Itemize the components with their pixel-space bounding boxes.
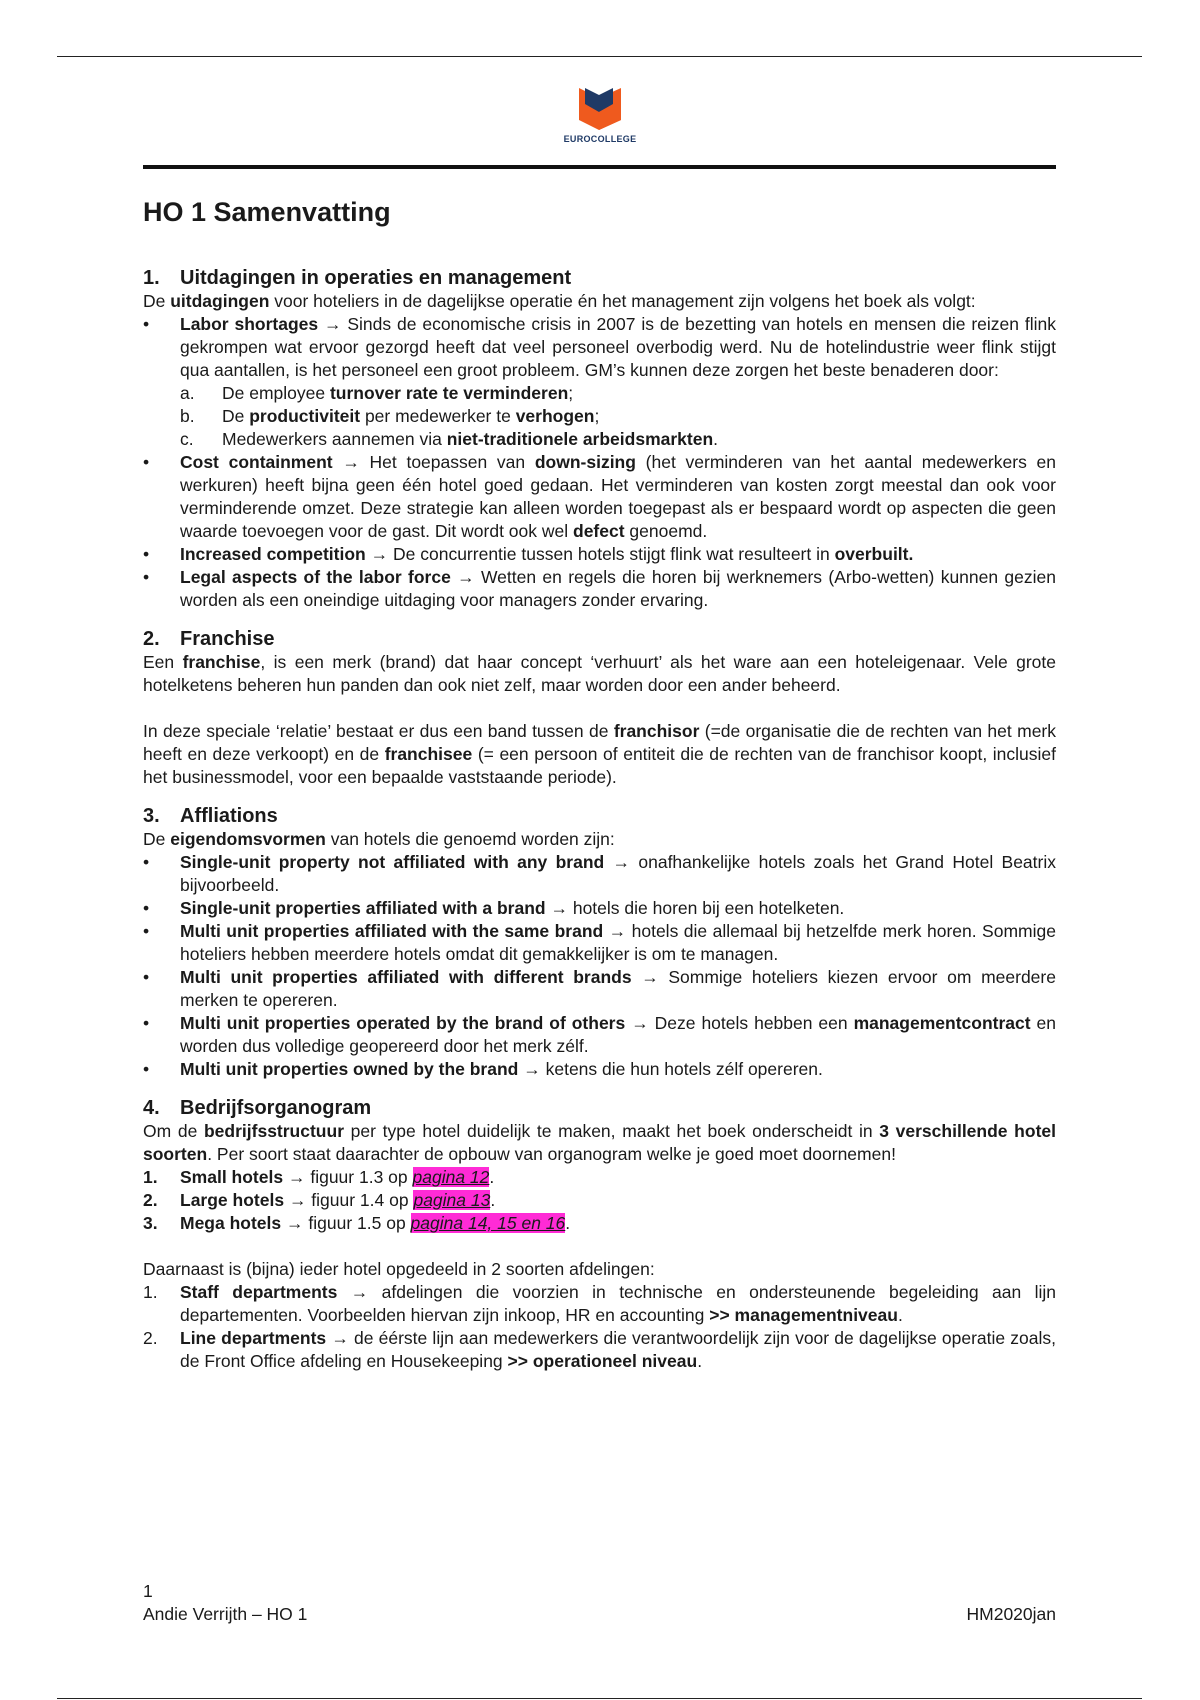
department-list	[143, 1281, 1056, 1373]
list-item: 1. Staff departments → afdelingen die voorzien in technische en ondersteunende begeleiding aan lijn departementen. Voorbeelden hiervan zijn inkoop, HR en accounting >> managementniveau.	[143, 1282, 1056, 1325]
section-1	[143, 266, 1056, 612]
list-item: • Multi unit properties owned by the brand → ketens die hun hotels zélf opereren.	[143, 1058, 1056, 1081]
sublist-item: c. Medewerkers aannemen via niet-traditionele arbeidsmarkten.	[180, 429, 719, 449]
hotel-type-list	[143, 1166, 1056, 1235]
list-item: 3. Mega hotels → figuur 1.5 op pagina 14, 15 en 16.	[143, 1213, 571, 1233]
paragraph: Daarnaast is (bijna) ieder hotel opgedeeld in 2 soorten afdelingen:	[143, 1259, 655, 1279]
logo-text: EUROCOLLEGE	[563, 134, 637, 144]
section-heading: 1. Uitdagingen in operaties en management	[143, 267, 572, 289]
page-reference-link[interactable]: pagina 13	[413, 1190, 491, 1210]
challenge-list	[143, 313, 1056, 612]
list-item: • Legal aspects of the labor force → Wetten en regels die horen bij werknemers (Arbo-wetten) kunnen gezien worden als een oneindige uitdaging voor managers zonder ervaring.	[143, 566, 1056, 612]
list-item: • Increased competition → De concurrentie tussen hotels stijgt flink wat resulteert in overbuilt.	[143, 543, 1056, 566]
list-item: 2. Line departments → de éérste lijn aan medewerkers die verantwoordelijk zijn voor de dagelijkse operatie zoals, de Front Office afdeling en Housekeeping >> operationeel niveau.	[143, 1328, 1056, 1371]
list-item: • Cost containment → Het toepassen van down-sizing (het verminderen van het aantal medewerkers en werkuren) heeft bijna geen één hotel goed gedaan. Het verminderen van kosten zorgt meestal dan ook voor verminderende omzet. Deze strategie kan alleen worden toegepast als er bespaard wordt op aspecten die geen waarde toevoegen voor de gast. Dit wordt ook wel defect genoemd.	[143, 451, 1056, 543]
page-footer	[143, 1580, 1056, 1626]
page-number: 1	[143, 1581, 153, 1601]
top-rule	[57, 56, 1142, 57]
affiliation-list	[143, 851, 1056, 1081]
sublist	[180, 382, 1056, 451]
section-2	[143, 627, 1056, 789]
page-reference-link[interactable]: pagina 12	[412, 1167, 490, 1187]
bottom-rule	[57, 1698, 1142, 1699]
header-rule	[143, 165, 1056, 169]
page-reference-link[interactable]: pagina 14, 15 en 16	[410, 1213, 566, 1233]
section-heading: 3. Affliations	[143, 805, 278, 827]
section-heading: 2. Franchise	[143, 628, 275, 650]
list-item: 1. Small hotels → figuur 1.3 op pagina 12.	[143, 1167, 495, 1187]
sublist-item: b. De productiviteit per medewerker te verhogen;	[180, 406, 600, 426]
list-item: • Single-unit properties affiliated with a brand → hotels die horen bij een hotelketen.	[143, 897, 1056, 920]
list-item: • Single-unit property not affiliated with any brand → onafhankelijke hotels zoals het Grand Hotel Beatrix bijvoorbeeld.	[143, 851, 1056, 897]
footer-author: Andie Verrijth – HO 1	[143, 1604, 308, 1624]
section-3	[143, 804, 1056, 1081]
paragraph: In deze speciale ‘relatie’ bestaat er dus een band tussen de franchisor (=de organisatie die de rechten van het merk heeft en deze verkoopt) en de franchisee (= een persoon of entiteit die de rechten van de franchisor koopt, inclusief het businessmodel, voor een bepaalde vaststaande periode).	[143, 721, 1056, 787]
list-item: • Labor shortages → Sinds de economische crisis in 2007 is de bezetting van hotels en mensen die reizen flink gekrompen wat ervoor gezorgd heeft dat veel personeel overbodig werd. Nu de hotelindustrie weer flink stijgt qua aantallen, is het personeel een groot probleem. GM’s kunnen deze zorgen het beste benaderen door: a. De employee turnover rate te verminderen; b. De productiviteit per medewerker te verhogen; c. Medewerkers aannemen via niet-traditionele arbeidsmarkten.	[143, 313, 1056, 451]
list-item: 2. Large hotels → figuur 1.4 op pagina 13.	[143, 1190, 496, 1210]
document-body	[143, 196, 1056, 1388]
section-intro: De eigendomsvormen van hotels die genoemd worden zijn:	[143, 829, 615, 849]
eurocollege-logo-icon	[577, 86, 623, 132]
page-title: HO 1 Samenvatting	[143, 197, 391, 227]
list-item: • Multi unit properties operated by the brand of others → Deze hotels hebben een managementcontract en worden dus volledige geopereerd door het merk zélf.	[143, 1012, 1056, 1058]
section-heading: 4. Bedrijfsorganogram	[143, 1097, 372, 1119]
section-intro: De uitdagingen voor hoteliers in de dagelijkse operatie én het management zijn volgens het boek als volgt:	[143, 291, 976, 311]
section-4	[143, 1096, 1056, 1373]
list-item: • Multi unit properties affiliated with the same brand → hotels die allemaal bij hetzelfde merk horen. Sommige hoteliers hebben meerdere hotels omdat dit gemakkelijker is om te managen.	[143, 920, 1056, 966]
footer-code: HM2020jan	[966, 1604, 1056, 1624]
section-intro: Om de bedrijfsstructuur per type hotel duidelijk te maken, maakt het boek onderscheidt in 3 verschillende hotel soorten. Per soort staat daarachter de opbouw van organogram welke je goed moet doornemen!	[143, 1121, 1056, 1164]
paragraph: Een franchise, is een merk (brand) dat haar concept ‘verhuurt’ als het ware aan een hoteleigenaar. Vele grote hotelketens beheren hun panden dan ook niet zelf, maar worden door een ander beheerd.	[143, 652, 1056, 695]
list-item: • Multi unit properties affiliated with different brands → Sommige hoteliers kiezen ervoor om meerdere merken te opereren.	[143, 966, 1056, 1012]
sublist-item: a. De employee turnover rate te verminderen;	[180, 383, 574, 403]
logo	[555, 86, 645, 144]
